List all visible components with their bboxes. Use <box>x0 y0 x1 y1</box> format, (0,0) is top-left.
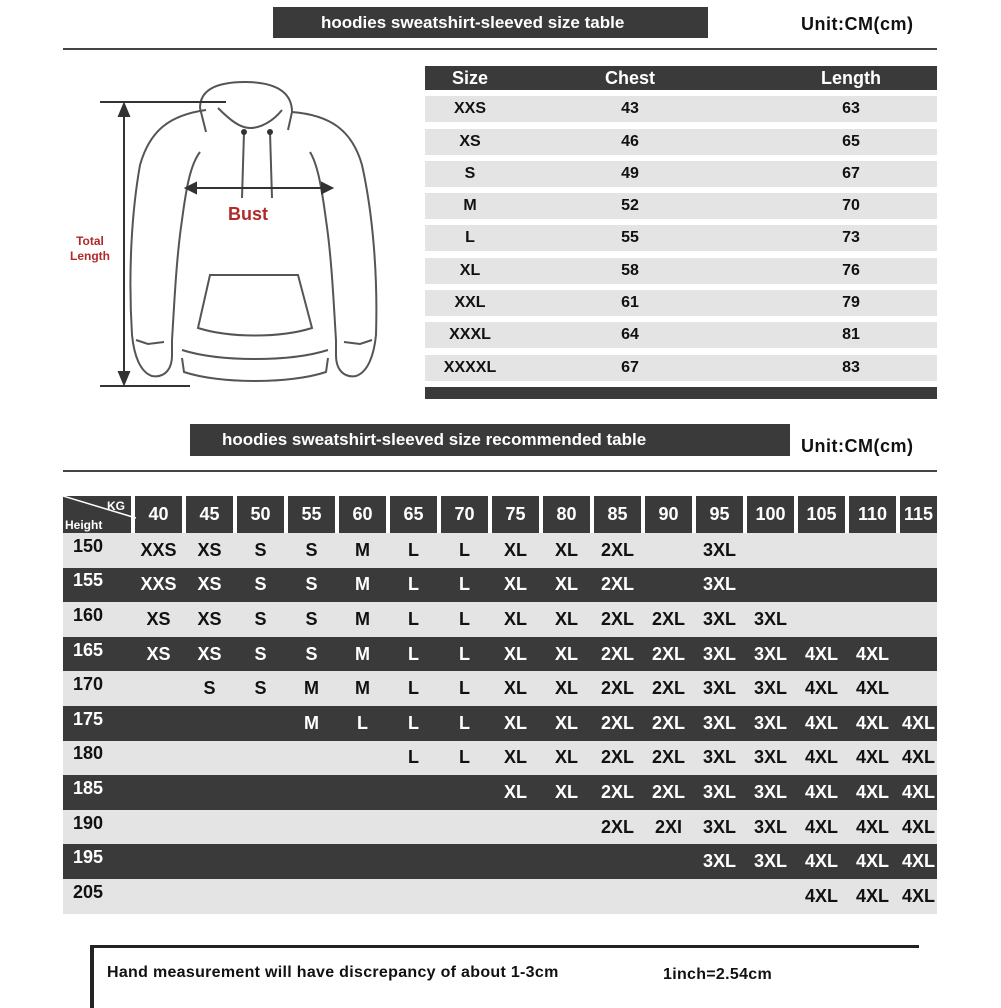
recommended-size-cell: XXS <box>140 539 177 560</box>
size-chart-header <box>425 66 937 90</box>
recommended-size-cell: XXS <box>140 574 177 595</box>
recommended-size-cell: 4XL <box>804 851 838 872</box>
recommended-size-cell: 3XL <box>702 643 736 664</box>
recommended-size-cell: 2XL <box>651 608 685 629</box>
recommended-table-title-banner <box>190 424 790 456</box>
recommended-size-cell: 4XL <box>901 747 935 768</box>
height-cell: 180 <box>73 743 104 764</box>
size-chart-row <box>425 322 937 348</box>
recommended-size-cell: L <box>357 712 368 733</box>
weight-column-header: 75 <box>492 496 539 533</box>
measurement-note: Hand measurement will have discrepancy of about 1-3cm <box>107 964 559 981</box>
recommended-size-cell: L <box>459 574 470 595</box>
chest-cell: 43 <box>621 100 639 118</box>
height-cell: 185 <box>73 777 104 798</box>
recommended-size-cell: L <box>459 712 470 733</box>
size-chart-row <box>425 161 937 187</box>
recommended-size-cell: XS <box>197 574 222 595</box>
corner-height-label: Height <box>65 518 103 532</box>
size-chart-body <box>425 96 937 380</box>
recommended-size-cell: L <box>408 643 419 664</box>
recommended-size-cell: 3XL <box>753 712 787 733</box>
recommended-size-cell: 4XL <box>804 816 838 837</box>
weight-column-header: 60 <box>339 496 386 533</box>
recommended-size-cell: M <box>355 608 370 629</box>
recommended-size-cell: S <box>305 608 318 629</box>
recommended-size-cell: 3XL <box>753 747 787 768</box>
size-cell: XXXL <box>449 326 491 344</box>
recommended-table-row <box>63 568 937 603</box>
recommended-size-cell: 3XL <box>753 781 787 802</box>
table-corner-cell <box>63 496 131 533</box>
recommended-table-body <box>63 533 937 914</box>
recommended-size-cell: XL <box>503 608 527 629</box>
weight-column-header: 65 <box>390 496 437 533</box>
recommended-size-cell: S <box>254 574 267 595</box>
recommended-size-cell: 4XL <box>804 643 838 664</box>
recommended-size-cell: L <box>459 678 470 699</box>
height-cell: 190 <box>73 812 104 833</box>
middle-divider <box>63 470 937 472</box>
recommended-size-cell: 4XL <box>855 712 889 733</box>
recommended-size-cell: 2XI <box>654 816 683 837</box>
recommended-size-cell: 3XL <box>702 781 736 802</box>
height-cell: 175 <box>73 708 104 729</box>
size-chart-row <box>425 258 937 284</box>
recommended-size-cell: 2XL <box>600 747 634 768</box>
length-column-header: Length <box>821 67 881 88</box>
recommended-size-cell: XS <box>146 608 171 629</box>
size-column-header: Size <box>451 67 489 88</box>
recommended-size-table <box>63 496 937 914</box>
recommended-size-cell: 4XL <box>901 781 935 802</box>
recommended-size-cell: 3XL <box>753 816 787 837</box>
length-cell: 67 <box>842 164 860 182</box>
recommended-size-cell: L <box>459 608 470 629</box>
recommended-table-title: hoodies sweatshirt-sleeved size recommended table <box>222 430 647 449</box>
recommended-size-cell: 2XL <box>600 608 634 629</box>
recommended-size-cell: S <box>203 678 216 699</box>
recommended-size-cell: 4XL <box>855 816 889 837</box>
size-table-title-banner <box>273 7 708 38</box>
recommended-size-cell: XL <box>554 712 578 733</box>
recommended-size-cell: 4XL <box>901 851 935 872</box>
recommended-size-cell: XL <box>554 643 578 664</box>
recommended-table-row <box>63 879 937 914</box>
length-cell: 76 <box>842 261 860 279</box>
recommended-size-cell: L <box>408 678 419 699</box>
size-cell: L <box>465 229 475 247</box>
weight-column-header: 100 <box>747 496 794 533</box>
size-chart-table <box>425 66 937 399</box>
size-chart-row <box>425 225 937 251</box>
recommended-size-cell: XS <box>146 643 171 664</box>
length-cell: 73 <box>842 229 860 247</box>
recommended-size-cell: 3XL <box>753 608 787 629</box>
weight-column-header: 45 <box>186 496 233 533</box>
chest-cell: 58 <box>621 261 639 279</box>
recommended-size-cell: XL <box>503 712 527 733</box>
recommended-size-cell: L <box>459 747 470 768</box>
corner-kg-label: KG <box>107 499 125 513</box>
recommended-size-cell: 2XL <box>651 678 685 699</box>
recommended-size-cell: L <box>408 712 419 733</box>
recommended-table-row <box>63 637 937 672</box>
recommended-size-cell: 2XL <box>651 712 685 733</box>
recommended-size-cell: 2XL <box>651 643 685 664</box>
weight-column-header: 110 <box>849 496 896 533</box>
recommended-size-cell: 4XL <box>855 678 889 699</box>
recommended-size-cell: XL <box>554 678 578 699</box>
height-cell: 165 <box>73 639 104 660</box>
weight-column-header: 80 <box>543 496 590 533</box>
recommended-size-cell: 2XL <box>600 816 634 837</box>
chest-cell: 64 <box>621 326 639 344</box>
recommended-size-cell: 3XL <box>753 851 787 872</box>
length-cell: 83 <box>842 358 860 376</box>
weight-column-header: 70 <box>441 496 488 533</box>
recommended-table-unit: Unit:CM(cm) <box>801 436 914 456</box>
recommended-table-row <box>63 533 937 568</box>
recommended-size-cell: 4XL <box>855 781 889 802</box>
size-chart-row <box>425 193 937 219</box>
recommended-size-cell: 2XL <box>600 643 634 664</box>
size-cell: XXS <box>453 100 486 118</box>
size-chart-row <box>425 129 937 155</box>
recommended-size-cell: XL <box>503 747 527 768</box>
size-chart-row <box>425 290 937 316</box>
recommended-size-cell: 2XL <box>651 781 685 802</box>
chest-cell: 46 <box>621 132 639 150</box>
recommended-table-row <box>63 775 937 810</box>
height-cell: 150 <box>73 535 104 556</box>
recommended-size-cell: L <box>459 643 470 664</box>
total-length-label-line1: Total <box>76 234 104 248</box>
recommended-size-cell: 4XL <box>855 747 889 768</box>
recommended-table-row <box>63 844 937 879</box>
recommended-size-cell: M <box>355 678 370 699</box>
weight-column-header: 90 <box>645 496 692 533</box>
height-cell: 160 <box>73 604 104 625</box>
recommended-size-cell: XL <box>554 608 578 629</box>
hoodie-illustration <box>60 70 410 400</box>
chest-cell: 67 <box>621 358 639 376</box>
recommended-table-row <box>63 671 937 706</box>
size-table-unit: Unit:CM(cm) <box>801 14 914 34</box>
size-chart-row <box>425 355 937 381</box>
recommended-size-cell: 4XL <box>855 643 889 664</box>
length-cell: 79 <box>842 294 860 312</box>
recommended-size-cell: L <box>408 574 419 595</box>
recommended-size-cell: XL <box>503 539 527 560</box>
recommended-table-row <box>63 706 937 741</box>
recommended-size-cell: 2XL <box>600 539 634 560</box>
size-cell: M <box>463 197 477 215</box>
height-cell: 205 <box>73 881 104 902</box>
size-table-title: hoodies sweatshirt-sleeved size table <box>321 12 625 32</box>
recommended-size-cell: XL <box>554 781 578 802</box>
recommended-size-cell: M <box>304 678 319 699</box>
weight-column-header: 50 <box>237 496 284 533</box>
recommended-size-cell: 3XL <box>702 851 736 872</box>
recommended-size-cell: XL <box>554 574 578 595</box>
recommended-size-cell: 3XL <box>702 678 736 699</box>
recommended-table-row <box>63 602 937 637</box>
size-chart-footer-bar <box>425 387 937 399</box>
chest-cell: 49 <box>621 164 639 182</box>
recommended-size-cell: M <box>355 574 370 595</box>
chest-cell: 52 <box>621 197 639 215</box>
weight-column-header: 85 <box>594 496 641 533</box>
recommended-size-cell: S <box>254 678 267 699</box>
total-length-label <box>64 234 116 264</box>
recommended-size-cell: 4XL <box>804 781 838 802</box>
height-cell: 195 <box>73 847 104 868</box>
recommended-size-cell: M <box>304 712 319 733</box>
recommended-size-cell: 3XL <box>702 816 736 837</box>
recommended-size-cell: 4XL <box>804 747 838 768</box>
bust-label: Bust <box>228 204 268 224</box>
recommended-size-cell: 2XL <box>600 712 634 733</box>
weight-column-header: 55 <box>288 496 335 533</box>
recommended-size-cell: XL <box>503 574 527 595</box>
recommended-size-cell: 2XL <box>600 574 634 595</box>
recommended-size-cell: XL <box>554 747 578 768</box>
recommended-size-cell: XL <box>503 781 527 802</box>
recommended-size-cell: 4XL <box>804 885 838 906</box>
recommended-size-cell: S <box>254 643 267 664</box>
weight-column-header: 105 <box>798 496 845 533</box>
recommended-table-row <box>63 741 937 776</box>
length-cell: 70 <box>842 197 860 215</box>
recommended-size-cell: L <box>408 539 419 560</box>
weight-column-header: 95 <box>696 496 743 533</box>
recommended-size-cell: L <box>408 608 419 629</box>
recommended-size-cell: 2XL <box>651 747 685 768</box>
recommended-size-cell: XS <box>197 608 222 629</box>
recommended-size-cell: 2XL <box>600 781 634 802</box>
recommended-size-cell: 3XL <box>702 539 736 560</box>
recommended-size-cell: XL <box>554 539 578 560</box>
recommended-size-cell: S <box>254 608 267 629</box>
recommended-size-cell: 2XL <box>600 678 634 699</box>
recommended-size-cell: XL <box>503 643 527 664</box>
chest-cell: 61 <box>621 294 639 312</box>
size-cell: XS <box>459 132 481 150</box>
recommended-size-cell: S <box>305 643 318 664</box>
height-cell: 170 <box>73 674 104 695</box>
recommended-size-cell: 4XL <box>804 712 838 733</box>
recommended-size-cell: 3XL <box>753 678 787 699</box>
chest-cell: 55 <box>621 229 639 247</box>
recommended-size-cell: L <box>408 747 419 768</box>
recommended-size-cell: 4XL <box>901 712 935 733</box>
recommended-size-cell: 4XL <box>855 851 889 872</box>
recommended-size-cell: S <box>254 539 267 560</box>
recommended-size-cell: M <box>355 539 370 560</box>
length-cell: 63 <box>842 100 860 118</box>
size-cell: XL <box>459 261 481 279</box>
recommended-size-cell: 4XL <box>901 885 935 906</box>
length-cell: 65 <box>842 132 860 150</box>
recommended-size-cell: 3XL <box>702 747 736 768</box>
recommended-size-cell: 4XL <box>855 885 889 906</box>
recommended-size-cell: XS <box>197 643 222 664</box>
recommended-table-row <box>63 810 937 845</box>
weight-column-header: 115 <box>900 496 937 533</box>
recommended-size-cell: L <box>459 539 470 560</box>
recommended-size-cell: 3XL <box>702 574 736 595</box>
size-chart-row <box>425 96 937 122</box>
recommended-size-cell: S <box>305 539 318 560</box>
size-cell: XXL <box>454 294 486 312</box>
recommended-size-cell: XS <box>197 539 222 560</box>
height-cell: 155 <box>73 570 104 591</box>
chest-column-header: Chest <box>604 67 655 88</box>
inch-conversion-note: 1inch=2.54cm <box>663 966 772 983</box>
recommended-size-cell: 4XL <box>804 678 838 699</box>
size-cell: S <box>464 164 476 182</box>
recommended-size-cell: M <box>355 643 370 664</box>
recommended-size-cell: 3XL <box>753 643 787 664</box>
recommended-size-cell: 4XL <box>901 816 935 837</box>
total-length-label-line2: Length <box>70 249 110 263</box>
recommended-table-header <box>63 496 937 533</box>
recommended-size-cell: 3XL <box>702 712 736 733</box>
length-cell: 81 <box>842 326 860 344</box>
recommended-size-cell: XL <box>503 678 527 699</box>
recommended-size-cell: S <box>305 574 318 595</box>
recommended-size-cell: 3XL <box>702 608 736 629</box>
size-cell: XXXXL <box>443 358 497 376</box>
top-divider <box>63 48 937 50</box>
weight-column-header: 40 <box>135 496 182 533</box>
